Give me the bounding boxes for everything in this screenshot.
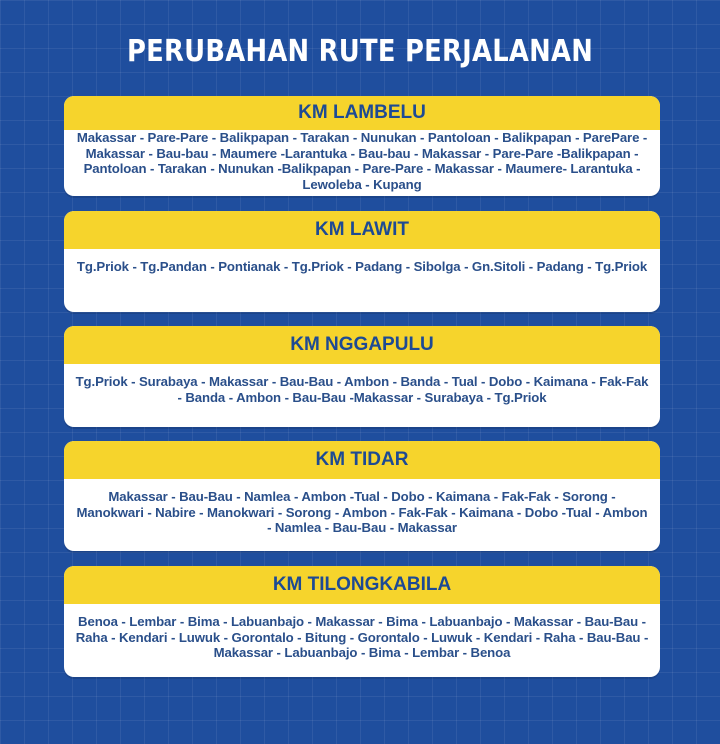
route-text: Benoa - Lembar - Bima - Labuanbajo - Makassar - Bima - Labuanbajo - Makassar - Bau-Bau - Raha - Kendari - Luwuk - Gorontalo - Bitung - Gorontalo - Luwuk - Kendari - Raha - Bau-Bau - Makassar - Labuanbajo - Bima - Lembar - Benoa (75, 614, 649, 660)
ship-name-header: KM NGGAPULU (64, 326, 660, 364)
route-text: Tg.Priok - Tg.Pandan - Pontianak - Tg.Priok - Padang - Sibolga - Gn.Sitoli - Padang - Tg.Priok (76, 259, 648, 274)
route-card-km-tidar (64, 441, 660, 551)
ship-name-header: KM LAMBELU (64, 96, 660, 130)
ship-name-header: KM TIDAR (64, 441, 660, 479)
route-card-km-lambelu (64, 96, 660, 196)
ship-name-header: KM TILONGKABILA (64, 566, 660, 604)
ship-name-header: KM LAWIT (64, 211, 660, 249)
route-card-km-tilongkabila (64, 566, 660, 677)
route-text: Makassar - Bau-Bau - Namlea - Ambon -Tual - Dobo - Kaimana - Fak-Fak - Sorong - Manokwari - Nabire - Manokwari - Sorong - Ambon - Fak-Fak - Kaimana - Dobo -Tual - Ambon - Namlea - Bau-Bau - Makassar (76, 489, 648, 535)
page-title: PERUBAHAN RUTE PERJALANAN (126, 34, 594, 69)
route-text: Makassar - Pare-Pare - Balikpapan - Tarakan - Nunukan - Pantoloan - Balikpapan - ParePare - Makassar - Bau-bau - Maumere -Larantuka - Bau-bau - Makassar - Pare-Pare -Balikpapan - Pantoloan - Tarakan - Nunukan -Balikpapan - Pare-Pare - Makassar - Maumere- Larantuka - Lewoleba - Kupang (76, 130, 648, 192)
route-text: Tg.Priok - Surabaya - Makassar - Bau-Bau - Ambon - Banda - Tual - Dobo - Kaimana - Fak-Fak - Banda - Ambon - Bau-Bau -Makassar - Surabaya - Tg.Priok (75, 374, 649, 405)
route-card-km-nggapulu (64, 326, 660, 427)
route-card-km-lawit (64, 211, 660, 312)
